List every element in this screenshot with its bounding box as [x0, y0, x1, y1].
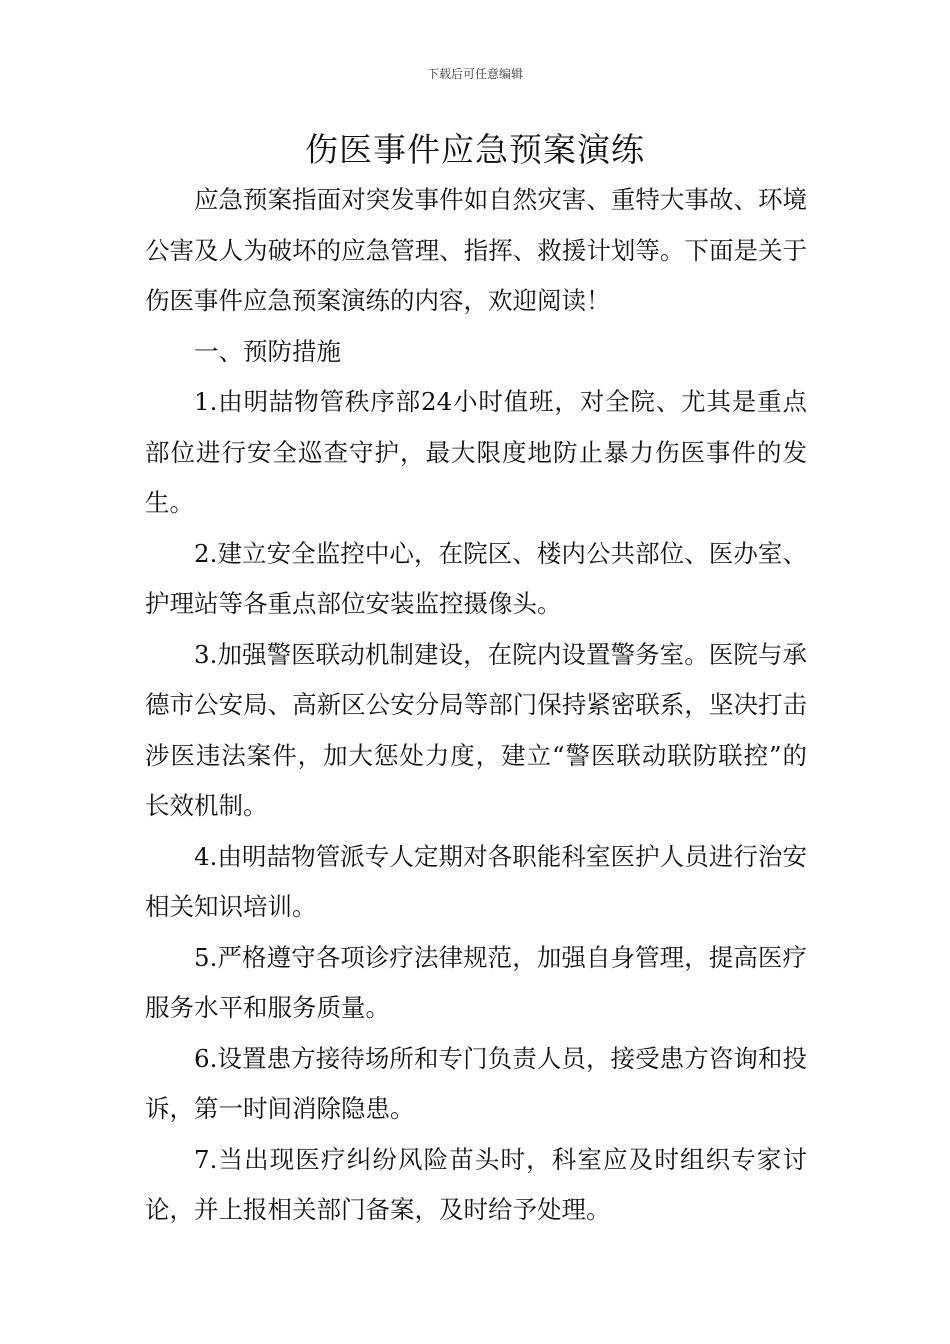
intro-paragraph: 应急预案指面对突发事件如自然灾害、重特大事故、环境公害及人为破坏的应急管理、指挥、救援计划等。下面是关于伤医事件应急预案演练的内容，欢迎阅读！: [145, 185, 807, 315]
list-item-6: 6.设置患方接待场所和专门负责人员，接受患方咨询和投诉，第一时间消除隐患。: [145, 1043, 807, 1123]
section-heading-prevention: 一、预防措施: [194, 336, 341, 366]
header-note: 下载后可任意编辑: [426, 67, 523, 81]
list-item-3: 3.加强警医联动机制建设，在院内设置警务室。医院与承德市公安局、高新区公安分局等部门保持紧密联系，坚决打击涉医违法案件，加大惩处力度，建立“警医联动联防联控”的长效机制。: [145, 639, 807, 820]
list-item-2: 2.建立安全监控中心，在院区、楼内公共部位、医办室、护理站等各重点部位安装监控摄像头。: [145, 538, 807, 618]
list-item-5: 5.严格遵守各项诊疗法律规范，加强自身管理，提高医疗服务水平和服务质量。: [145, 942, 807, 1022]
list-item-7: 7.当出现医疗纠纷风险苗头时，科室应及时组织专家讨论，并上报相关部门备案，及时给予处理。: [145, 1144, 807, 1224]
list-item-1: 1.由明喆物管秩序部24小时值班，对全院、尤其是重点部位进行安全巡查守护，最大限度地防止暴力伤医事件的发生。: [145, 387, 807, 517]
list-item-4: 4.由明喆物管派专人定期对各职能科室医护人员进行治安相关知识培训。: [145, 841, 807, 921]
document-body: [145, 175, 807, 1236]
document-title: 伤医事件应急预案演练: [305, 130, 645, 169]
